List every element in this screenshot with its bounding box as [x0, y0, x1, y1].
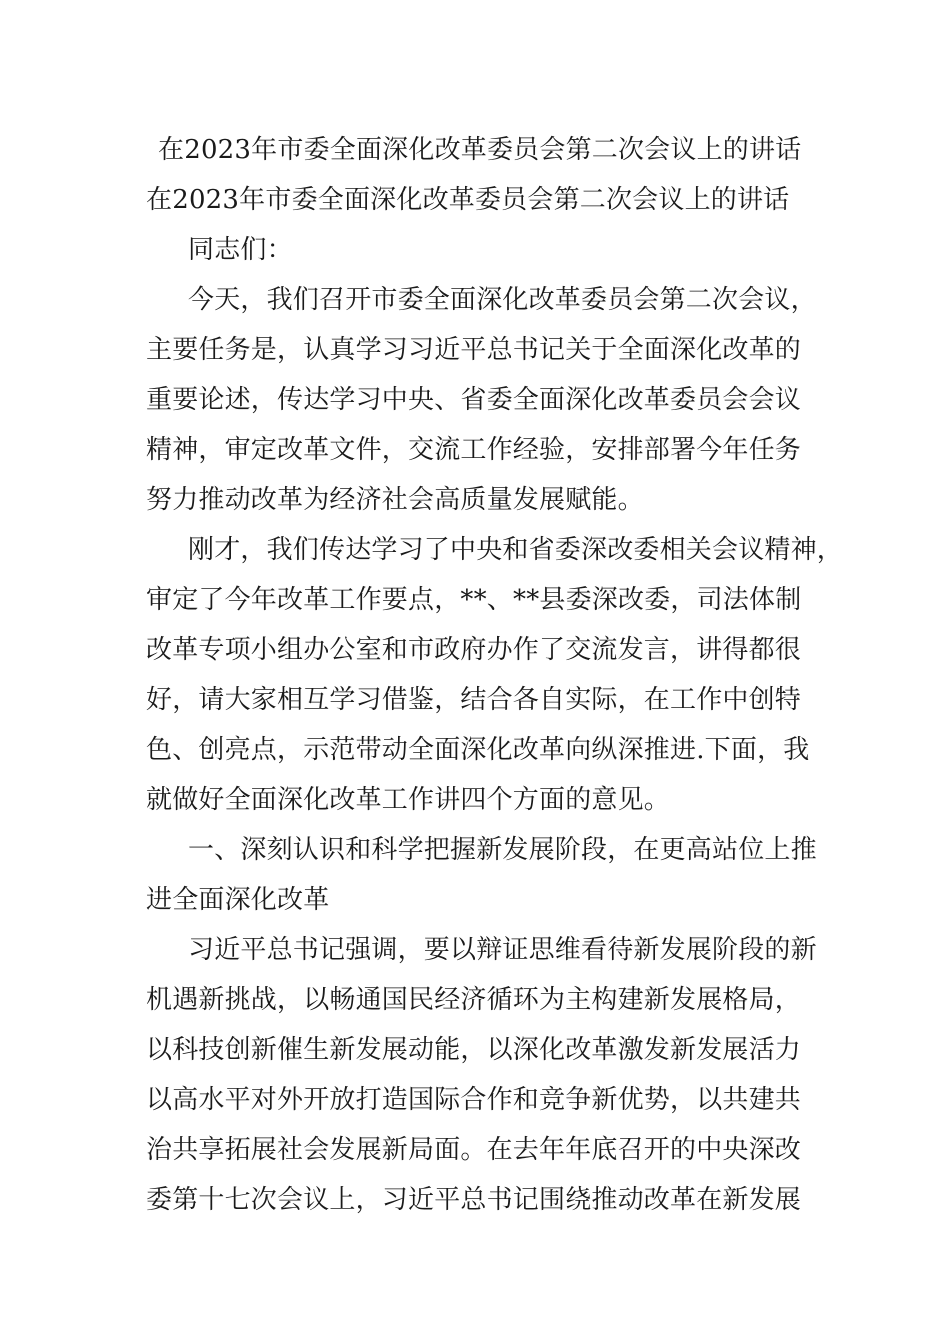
paragraph-line: 刚才，我们传达学习了中央和省委深改委相关会议精神，	[188, 535, 844, 565]
paragraph-line: 习近平总书记强调，要以辩证思维看待新发展阶段的新	[188, 935, 817, 965]
paragraph-line: 好，请大家相互学习借鉴，结合各自实际，在工作中创特	[146, 685, 802, 715]
paragraph-line: 色、创亮点，示范带动全面深化改革向纵深推进.下面，我	[146, 735, 810, 765]
paragraph-line: 就做好全面深化改革工作讲四个方面的意见。	[146, 785, 671, 815]
paragraph-line: 以高水平对外开放打造国际合作和竞争新优势，以共建共	[146, 1085, 802, 1115]
document-title: 在2023年市委全面深化改革委员会第二次会议上的讲话	[158, 135, 802, 165]
paragraph-line: 今天，我们召开市委全面深化改革委员会第二次会议，	[188, 285, 817, 315]
salutation: 同志们：	[188, 235, 293, 265]
paragraph-line: 委第十七次会议上，习近平总书记围绕推动改革在新发展	[146, 1185, 802, 1215]
paragraph-line: 审定了今年改革工作要点，**、**县委深改委，司法体制	[146, 585, 802, 615]
paragraph-line: 治共享拓展社会发展新局面。在去年年底召开的中央深改	[146, 1135, 802, 1165]
paragraph-line: 改革专项小组办公室和市政府办作了交流发言，讲得都很	[146, 635, 802, 665]
paragraph-line: 重要论述，传达学习中央、省委全面深化改革委员会会议	[146, 385, 802, 415]
paragraph-line: 机遇新挑战，以畅通国民经济循环为主构建新发展格局，	[146, 985, 802, 1015]
paragraph-line: 精神，审定改革文件，交流工作经验，安排部署今年任务	[146, 435, 802, 465]
paragraph-line: 努力推动改革为经济社会高质量发展赋能。	[146, 485, 644, 515]
section-heading-line: 进全面深化改革	[146, 885, 330, 915]
paragraph-line: 以科技创新催生新发展动能，以深化改革激发新发展活力	[146, 1035, 802, 1065]
paragraph-line: 主要任务是，认真学习习近平总书记关于全面深化改革的	[146, 335, 802, 365]
section-heading-line: 一、深刻认识和科学把握新发展阶段，在更高站位上推	[188, 835, 817, 865]
document-title-repeat: 在2023年市委全面深化改革委员会第二次会议上的讲话	[146, 185, 790, 215]
